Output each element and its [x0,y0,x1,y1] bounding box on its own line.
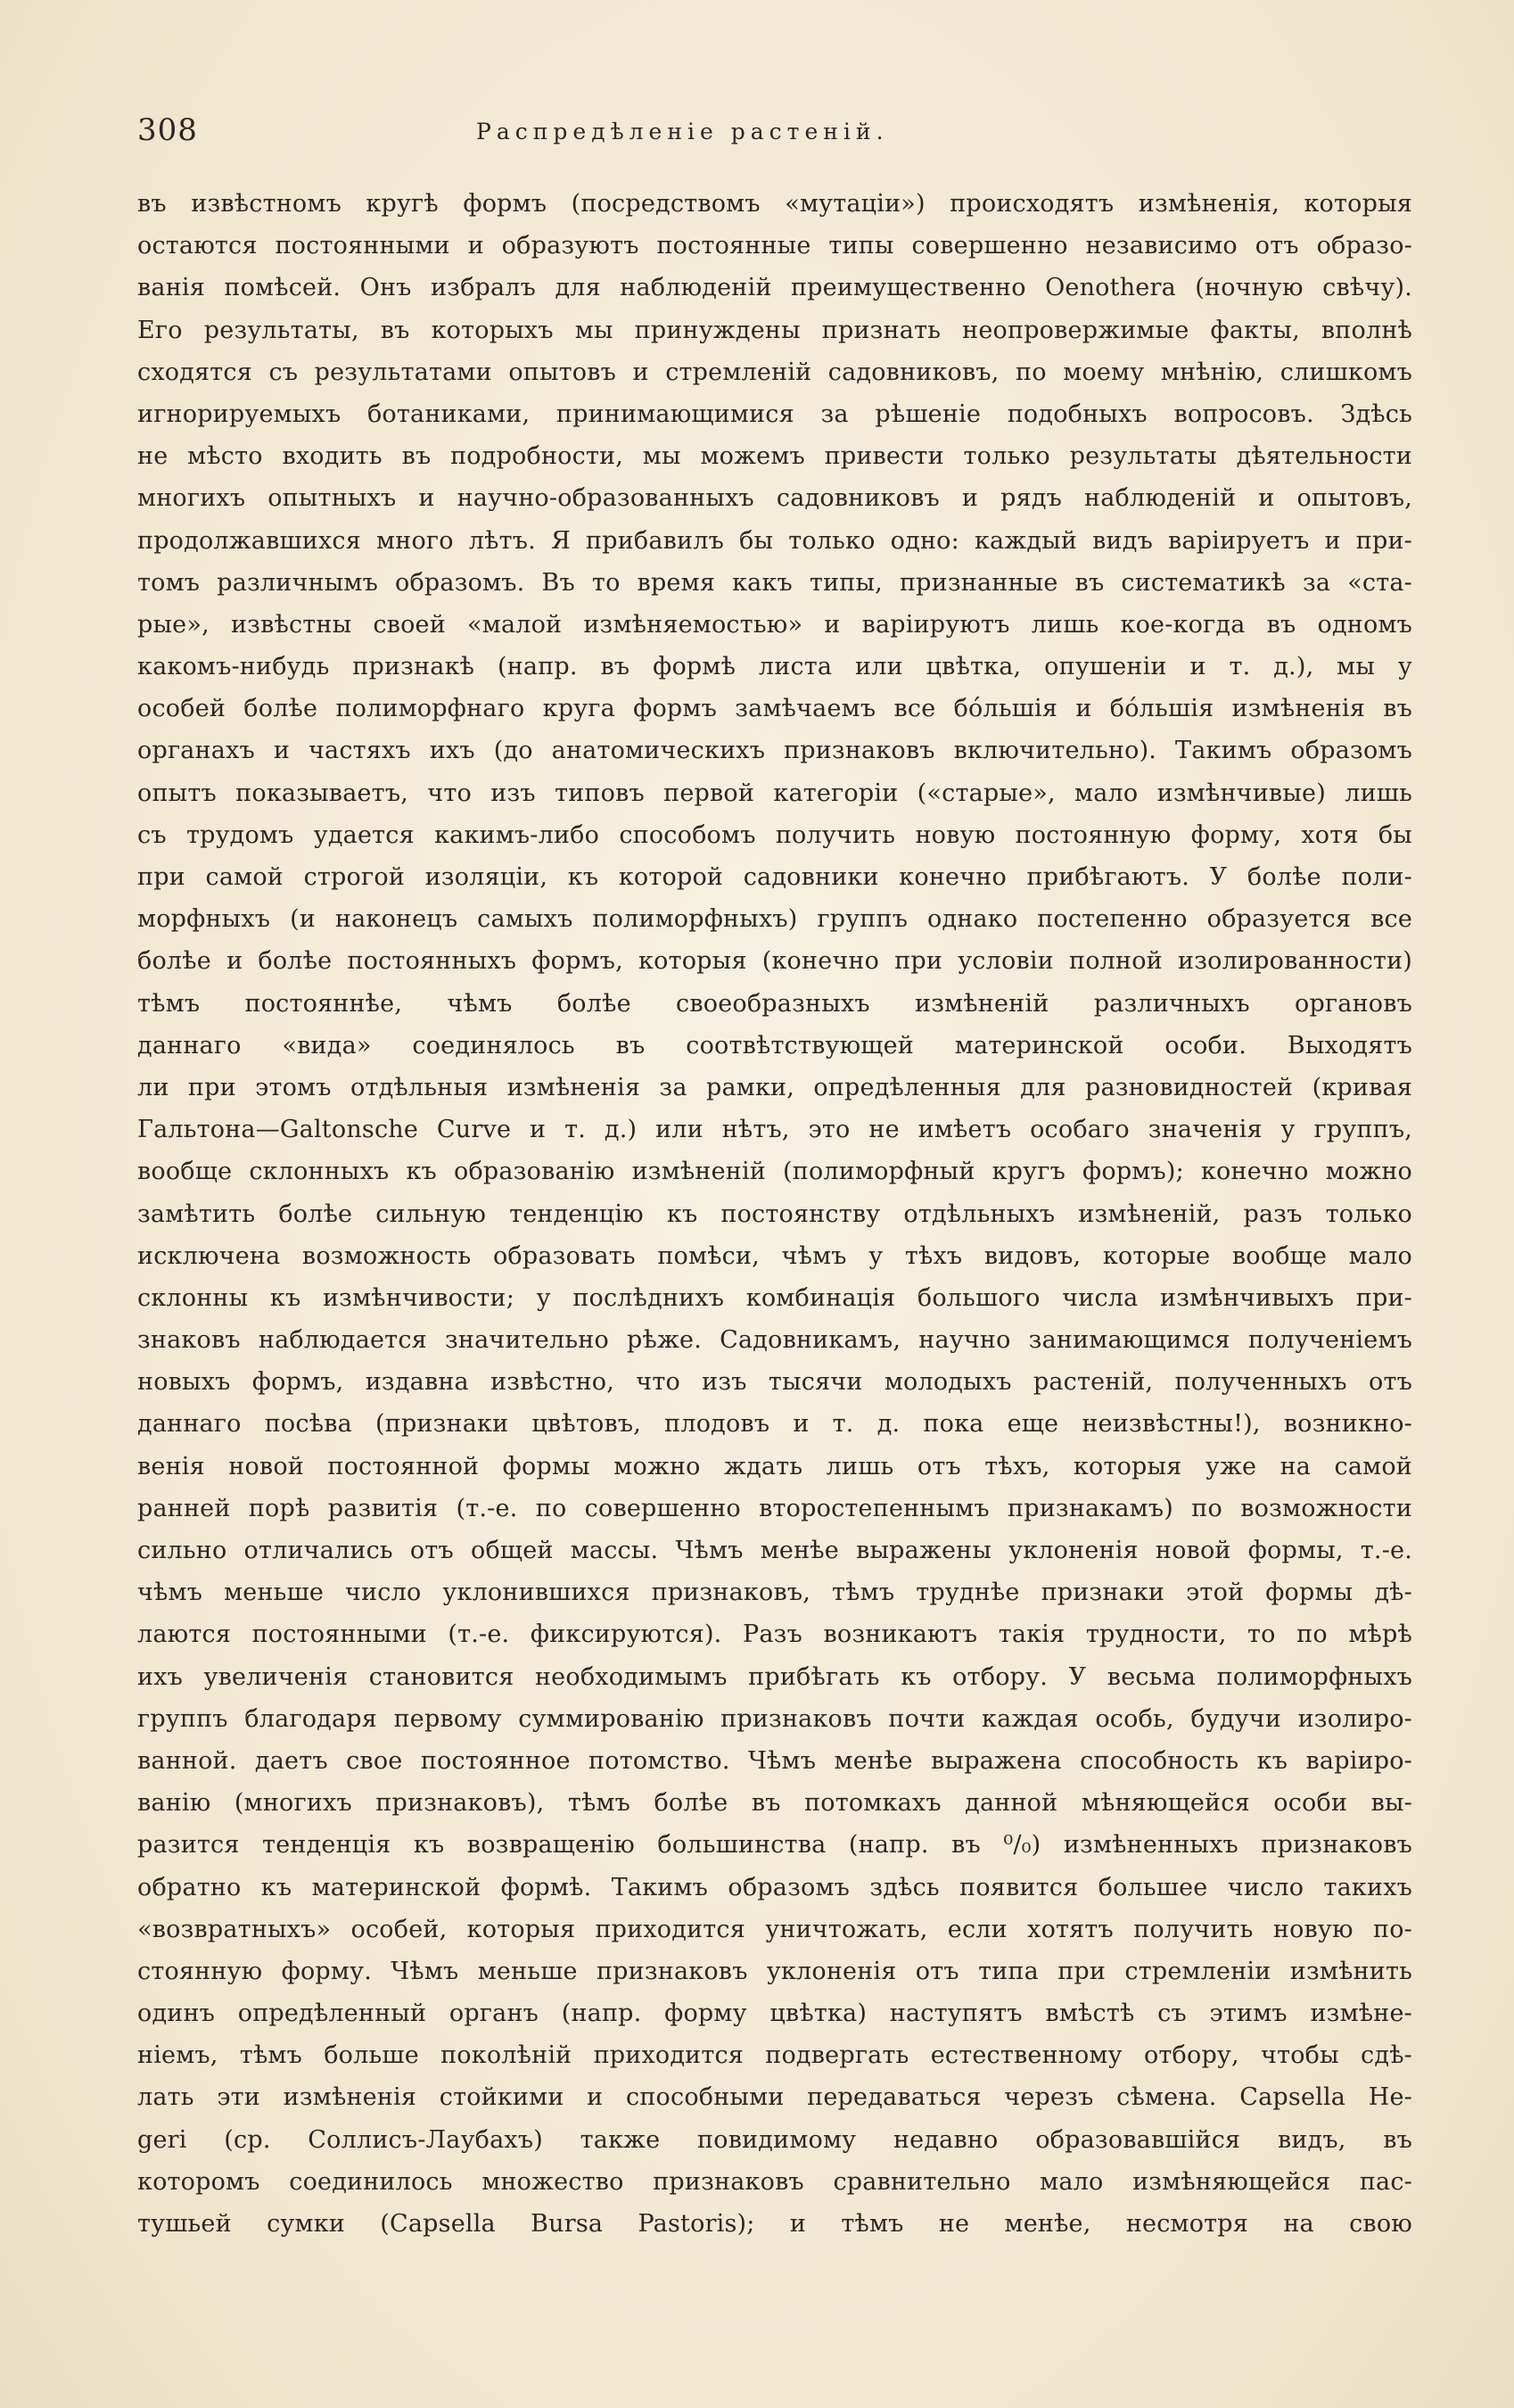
text-line: венія новой постоянной формы можно ждать лишь отъ тѣхъ, которыя уже на самой [137,1452,1412,1480]
text-line: опытъ показываетъ, что изъ типовъ первой категоріи («старые», мало измѣнчивые) лишь [137,779,1412,807]
text-line: при самой строгой изоляціи, къ которой садовники конечно прибѣгаютъ. У болѣе поли- [137,863,1412,891]
text-line: даннаго посѣва (признаки цвѣтовъ, плодовъ и т. д. пока еще неизвѣстны!), возникно- [137,1410,1412,1439]
text-line: особей болѣе полиморфнаго круга формъ замѣчаемъ все бо́льшія и бо́льшія измѣненія въ [137,695,1412,723]
text-line: тѣмъ постояннѣе, чѣмъ болѣе своеобразныхъ измѣненій различныхъ органовъ [137,989,1412,1018]
text-line: продолжавшихся много лѣтъ. Я прибавилъ бы только одно: каждый видъ варіируетъ и при- [137,526,1412,555]
text-line: одинъ опредѣленный органъ (напр. форму цвѣтка) наступятъ вмѣстѣ съ этимъ измѣне- [137,2000,1412,2028]
text-line: вообще склонныхъ къ образованію измѣненій (полиморфный кругъ формъ); конечно можно [137,1158,1412,1186]
text-line: ванія помѣсей. Онъ избралъ для наблюденій преимущественно Oenothera (ночную свѣчу). [137,274,1412,302]
text-line: ванію (многихъ признаковъ), тѣмъ болѣе въ потомкахъ данной мѣняющейся особи вы- [137,1789,1412,1818]
text-line: разится тенденція къ возвращенію большинства (напр. въ ⁰/₀) измѣненныхъ признаковъ [137,1831,1412,1860]
page-number: 308 [137,112,198,148]
text-line: Его результаты, въ которыхъ мы принуждены признать неопровержимые факты, вполнѣ [137,316,1412,344]
text-line: морфныхъ (и наконецъ самыхъ полиморфныхъ) группъ однако постепенно образуется все [137,905,1412,934]
text-line: ли при этомъ отдѣльныя измѣненія за рамки, опредѣленныя для разновидностей (кривая [137,1073,1412,1101]
text-line: группъ благодаря первому суммированію признаковъ почти каждая особь, будучи изолиро- [137,1704,1412,1733]
text-line: тушьей сумки (Capsella Bursa Pastoris); и тѣмъ не менѣе, несмотря на свою [137,2210,1412,2238]
text-line: съ трудомъ удается какимъ-либо способомъ получить новую постоянную форму, хотя бы [137,821,1412,849]
text-line: ранней порѣ развитія (т.-е. по совершенно второстепеннымъ признакамъ) по возможности [137,1494,1412,1522]
text-line: замѣтить болѣе сильную тенденцію къ постоянству отдѣльныхъ измѣненій, разъ только [137,1200,1412,1228]
text-line: ніемъ, тѣмъ больше поколѣній приходится подвергать естественному отбору, чтобы сдѣ- [137,2041,1412,2070]
text-line: Гальтона—Galtonsche Curve и т. д.) или нѣтъ, это не имѣетъ особаго значенія у группъ, [137,1116,1412,1144]
running-title: Распредѣленіе растеній. [476,119,889,144]
page-header [137,112,1412,148]
body-text [137,183,1412,2245]
text-line: лать эти измѣненія стойкими и способными передаваться черезъ сѣмена. Capsella He- [137,2083,1412,2112]
text-line: рые», извѣстны своей «малой измѣняемостью» и варіируютъ лишь кое-когда въ одномъ [137,610,1412,639]
text-line: болѣе и болѣе постоянныхъ формъ, которыя (конечно при условіи полной изолированности) [137,947,1412,976]
text-line: органахъ и частяхъ ихъ (до анатомическихъ признаковъ включительно). Такимъ образомъ [137,737,1412,765]
text-line: обратно къ материнской формѣ. Такимъ образомъ здѣсь появится большее число такихъ [137,1873,1412,1901]
text-line: остаются постоянными и образуютъ постоянные типы совершенно независимо отъ образо- [137,232,1412,260]
text-line: даннаго «вида» соединялось въ соотвѣтствующей материнской особи. Выходятъ [137,1031,1412,1060]
text-line: ванной. даетъ свое постоянное потомство. Чѣмъ менѣе выражена способность къ варіиро- [137,1746,1412,1775]
text-line: чѣмъ меньше число уклонившихся признаковъ, тѣмъ труднѣе признаки этой формы дѣ- [137,1579,1412,1607]
text-line: не мѣсто входить въ подробности, мы можемъ привести только результаты дѣятельности [137,442,1412,471]
text-line: сходятся съ результатами опытовъ и стремленій садовниковъ, по моему мнѣнію, слишкомъ [137,358,1412,386]
text-line: которомъ соединилось множество признаковъ сравнительно мало измѣняющейся пас- [137,2167,1412,2196]
text-line: въ извѣстномъ кругѣ формъ (посредствомъ «мутаціи») происходятъ измѣненія, которыя [137,190,1412,218]
text-line: стоянную форму. Чѣмъ меньше признаковъ уклоненія отъ типа при стремленіи измѣнить [137,1957,1412,1985]
text-line: исключена возможность образовать помѣси, чѣмъ у тѣхъ видовъ, которые вообще мало [137,1241,1412,1270]
text-line: многихъ опытныхъ и научно-образованныхъ садовниковъ и рядъ наблюденій и опытовъ, [137,484,1412,513]
text-line: лаются постоянными (т.-е. фиксируются). Разъ возникаютъ такія трудности, то по мѣрѣ [137,1620,1412,1649]
text-line: какомъ-нибудь признакѣ (напр. въ формѣ листа или цвѣтка, опушеніи и т. д.), мы у [137,653,1412,681]
text-line: ихъ увеличенія становится необходимымъ прибѣгать къ отбору. У весьма полиморфныхъ [137,1662,1412,1691]
text-line: знаковъ наблюдается значительно рѣже. Садовникамъ, научно занимающимся полученіемъ [137,1326,1412,1355]
text-line: игнорируемыхъ ботаниками, принимающимися за рѣшеніе подобныхъ вопросовъ. Здѣсь [137,400,1412,428]
text-line: томъ различнымъ образомъ. Въ то время какъ типы, признанные въ систематикѣ за «ста- [137,568,1412,597]
text-line: новыхъ формъ, издавна извѣстно, что изъ тысячи молодыхъ растеній, полученныхъ отъ [137,1368,1412,1397]
text-line: сильно отличались отъ общей массы. Чѣмъ менѣе выражены уклоненія новой формы, т.-е. [137,1537,1412,1564]
text-line: склонны къ измѣнчивости; у послѣднихъ комбинація большого числа измѣнчивыхъ при- [137,1283,1412,1312]
text-line: «возвратныхъ» особей, которыя приходится уничтожать, если хотятъ получить новую по- [137,1915,1412,1943]
text-line: geri (ср. Соллисъ-Лаубахъ) также повидимому недавно образовавшійся видъ, въ [137,2125,1412,2154]
